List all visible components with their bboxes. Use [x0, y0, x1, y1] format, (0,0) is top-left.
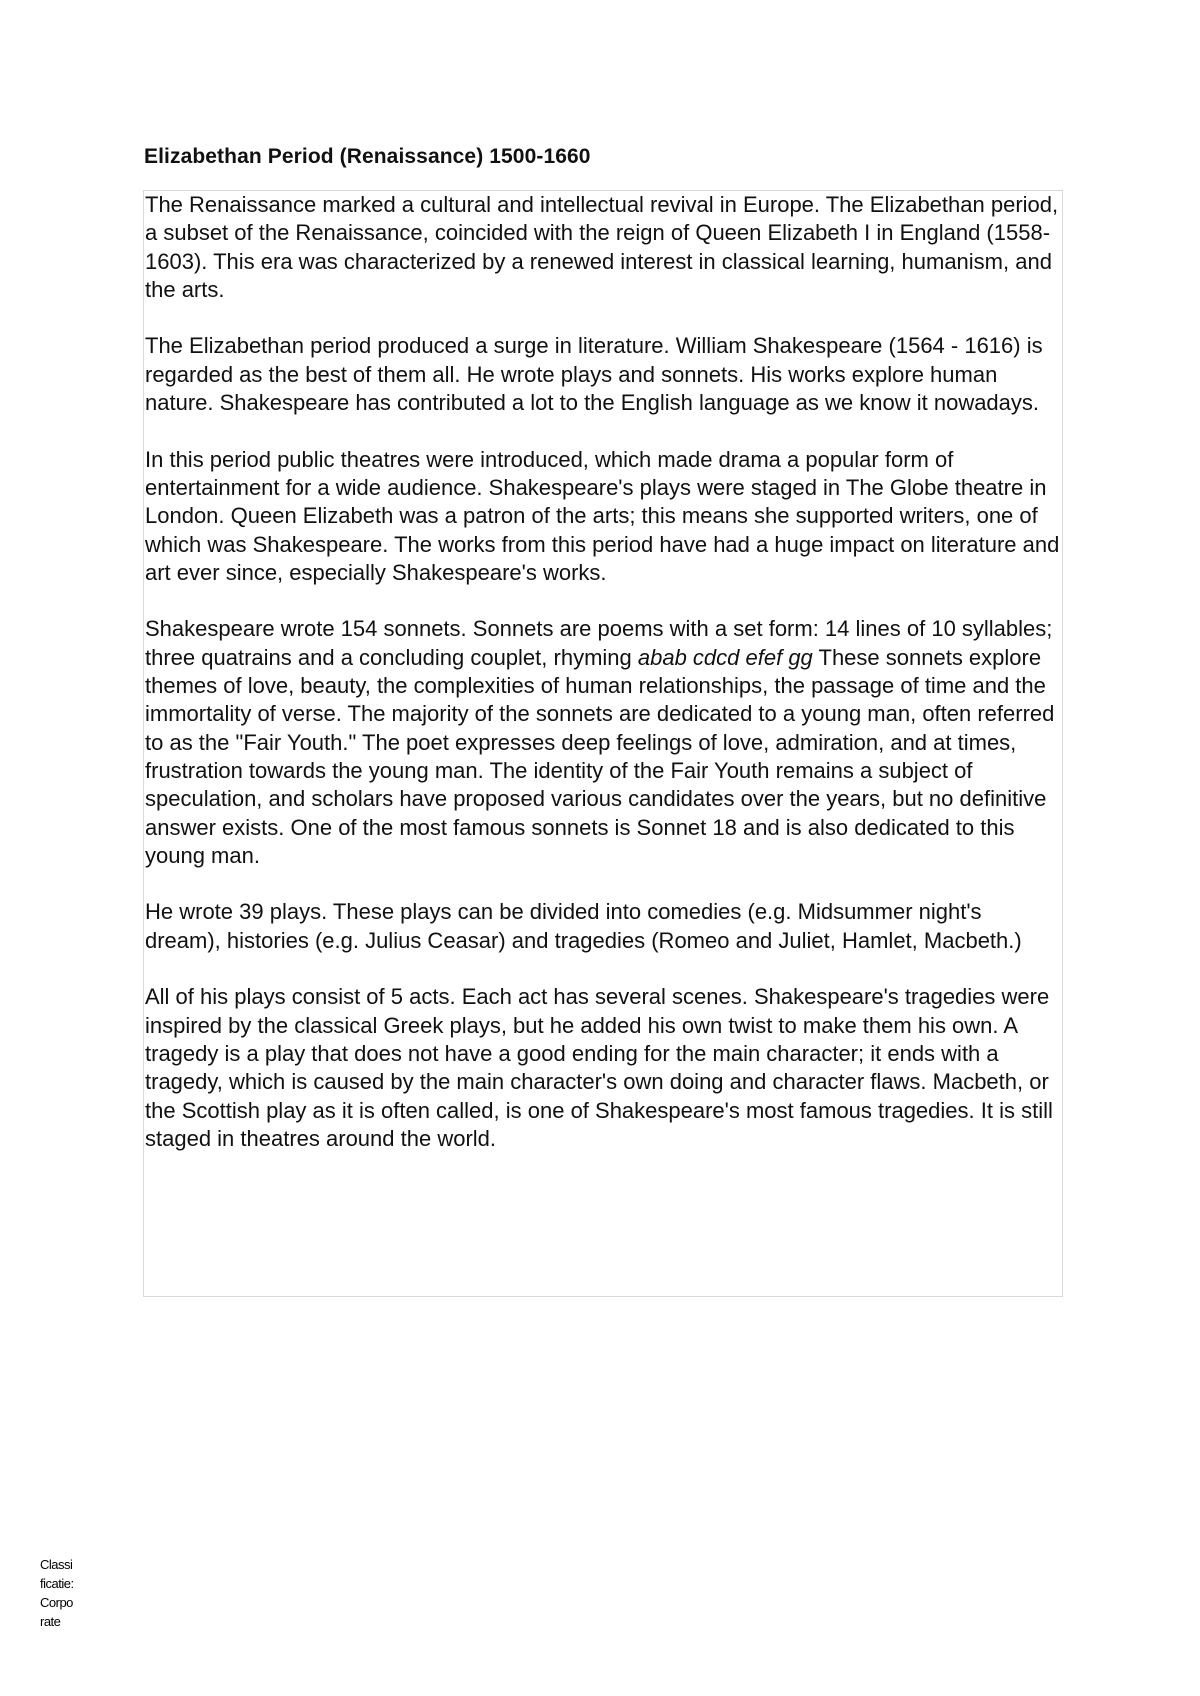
- classification-label: Classificatie: Corporate: [40, 1557, 74, 1629]
- paragraph-literature: The Elizabethan period produced a surge in literature. William Shakespeare (1564 - 1616) is regarded as the best of them all. He wrote plays and sonnets. His works explore human nature. Shakespeare has contributed a lot to the English language as we know it nowadays.: [145, 333, 1043, 416]
- paragraph-acts: All of his plays consist of 5 acts. Each act has several scenes. Shakespeare's tragedies were inspired by the classical Greek plays, but he added his own twist to make them his own. A tragedy is a play that does not have a good ending for the main character; it ends with a tragedy, which is caused by the main character's own doing and character flaws. Macbeth, or the Scottish play as it is often called, is one of Shakespeare's most famous tragedies. It is still staged in theatres around the world.: [145, 984, 1053, 1151]
- paragraph-renaissance: The Renaissance marked a cultural and intellectual revival in Europe. The Elizabethan period, a subset of the Renaissance, coincided with the reign of Queen Elizabeth I in England (1558-1603). This era was characterized by a renewed interest in classical learning, humanism, and the arts.: [145, 192, 1059, 302]
- paragraph-theatres: In this period public theatres were introduced, which made drama a popular form of entertainment for a wide audience. Shakespeare's plays were staged in The Globe theatre in London. Queen Elizabeth was a patron of the arts; this means she supported writers, one of which was Shakespeare. The works from this period have had a huge impact on literature and art ever since, especially Shakespeare's works.: [145, 446, 1060, 585]
- paragraph-plays: He wrote 39 plays. These plays can be divided into comedies (e.g. Midsummer night's dream), histories (e.g. Julius Ceasar) and tragedies (Romeo and Juliet, Hamlet, Macbeth.): [145, 899, 1022, 953]
- text-box: [143, 190, 1063, 1297]
- paragraph-sonnets: [145, 615, 1062, 870]
- document-heading: Elizabethan Period (Renaissance) 1500-1660: [144, 145, 591, 168]
- sonnets-text-start: Shakespeare wrote 154 sonnets. Sonnets are poems with a set form: 14 lines of 10 syllables; three quatrains and a concluding couplet, rhyming: [145, 616, 1053, 670]
- rhyme-scheme: abab cdcd efef gg: [637, 644, 813, 670]
- sonnets-text-end: These sonnets explore themes of love, beauty, the complexities of human relationships, the passage of time and the immortality of verse. The majority of the sonnets are dedicated to a young man, often referred to as the "Fair Youth." The poet expresses deep feelings of love, admiration, and at times, frustration towards the young man. The identity of the Fair Youth remains a subject of speculation, and scholars have proposed various candidates over the years, but no definitive answer exists. One of the most famous sonnets is Sonnet 18 and is also dedicated to this young man.: [145, 644, 1055, 868]
